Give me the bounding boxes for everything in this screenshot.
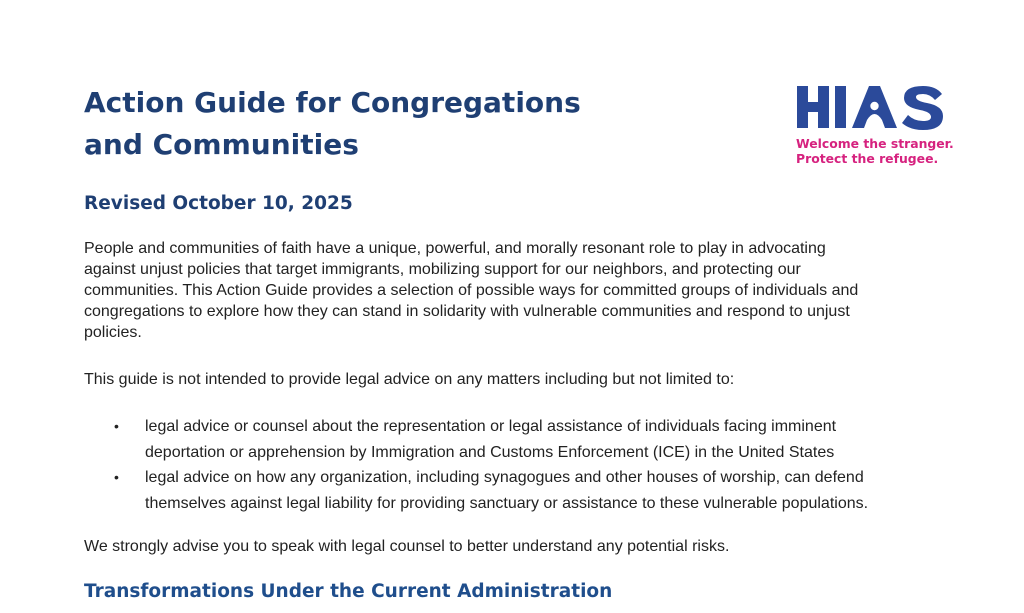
hias-wordmark-logo [796,84,948,130]
intro-line: communities. This Action Guide provides a selection of possible ways for committed groups of individuals and [84,282,859,299]
bullet-line: themselves against legal liability for providing sanctuary or assistance to these vulnerable populations. [145,494,869,512]
intro-paragraph [84,238,858,343]
bullet-line: deportation or apprehension by Immigration and Customs Enforcement (ICE) in the United States [145,443,835,461]
bullet-icon: • [114,469,119,485]
intro-line: People and communities of faith have a unique, powerful, and morally resonant role to play in advocating [84,240,826,257]
hias-logo [796,84,956,166]
title-line-2: and Communities [84,128,359,161]
title-line-1: Action Guide for Congregations [84,86,581,119]
scope-paragraph: This guide is not intended to provide legal advice on any matters including but not limited to: [84,371,735,388]
document-title [84,82,684,166]
tagline-line-2: Protect the refugee. [796,151,939,166]
disclaimer-bullet-list [114,414,868,516]
list-item [114,414,868,465]
tagline-line-1: Welcome the stranger. [796,136,954,151]
intro-line: against unjust policies that target immigrants, mobilizing support for our neighbors, and protecting our [84,261,801,278]
intro-line: congregations to explore how they can stand in solidarity with vulnerable communities and respond to unjust [84,303,850,320]
revised-date: Revised October 10, 2025 [84,193,353,214]
logo-tagline [796,136,956,166]
bullet-line: legal advice on how any organization, including synagogues and other houses of worship, can defend [145,469,864,486]
bullet-icon: • [114,418,119,434]
list-item [114,465,868,516]
intro-line: policies. [84,324,142,341]
advise-paragraph: We strongly advise you to speak with legal counsel to better understand any potential risks. [84,538,730,555]
section-heading: Transformations Under the Current Administration [84,581,613,602]
bullet-line: legal advice or counsel about the representation or legal assistance of individuals facing imminent [145,418,837,435]
